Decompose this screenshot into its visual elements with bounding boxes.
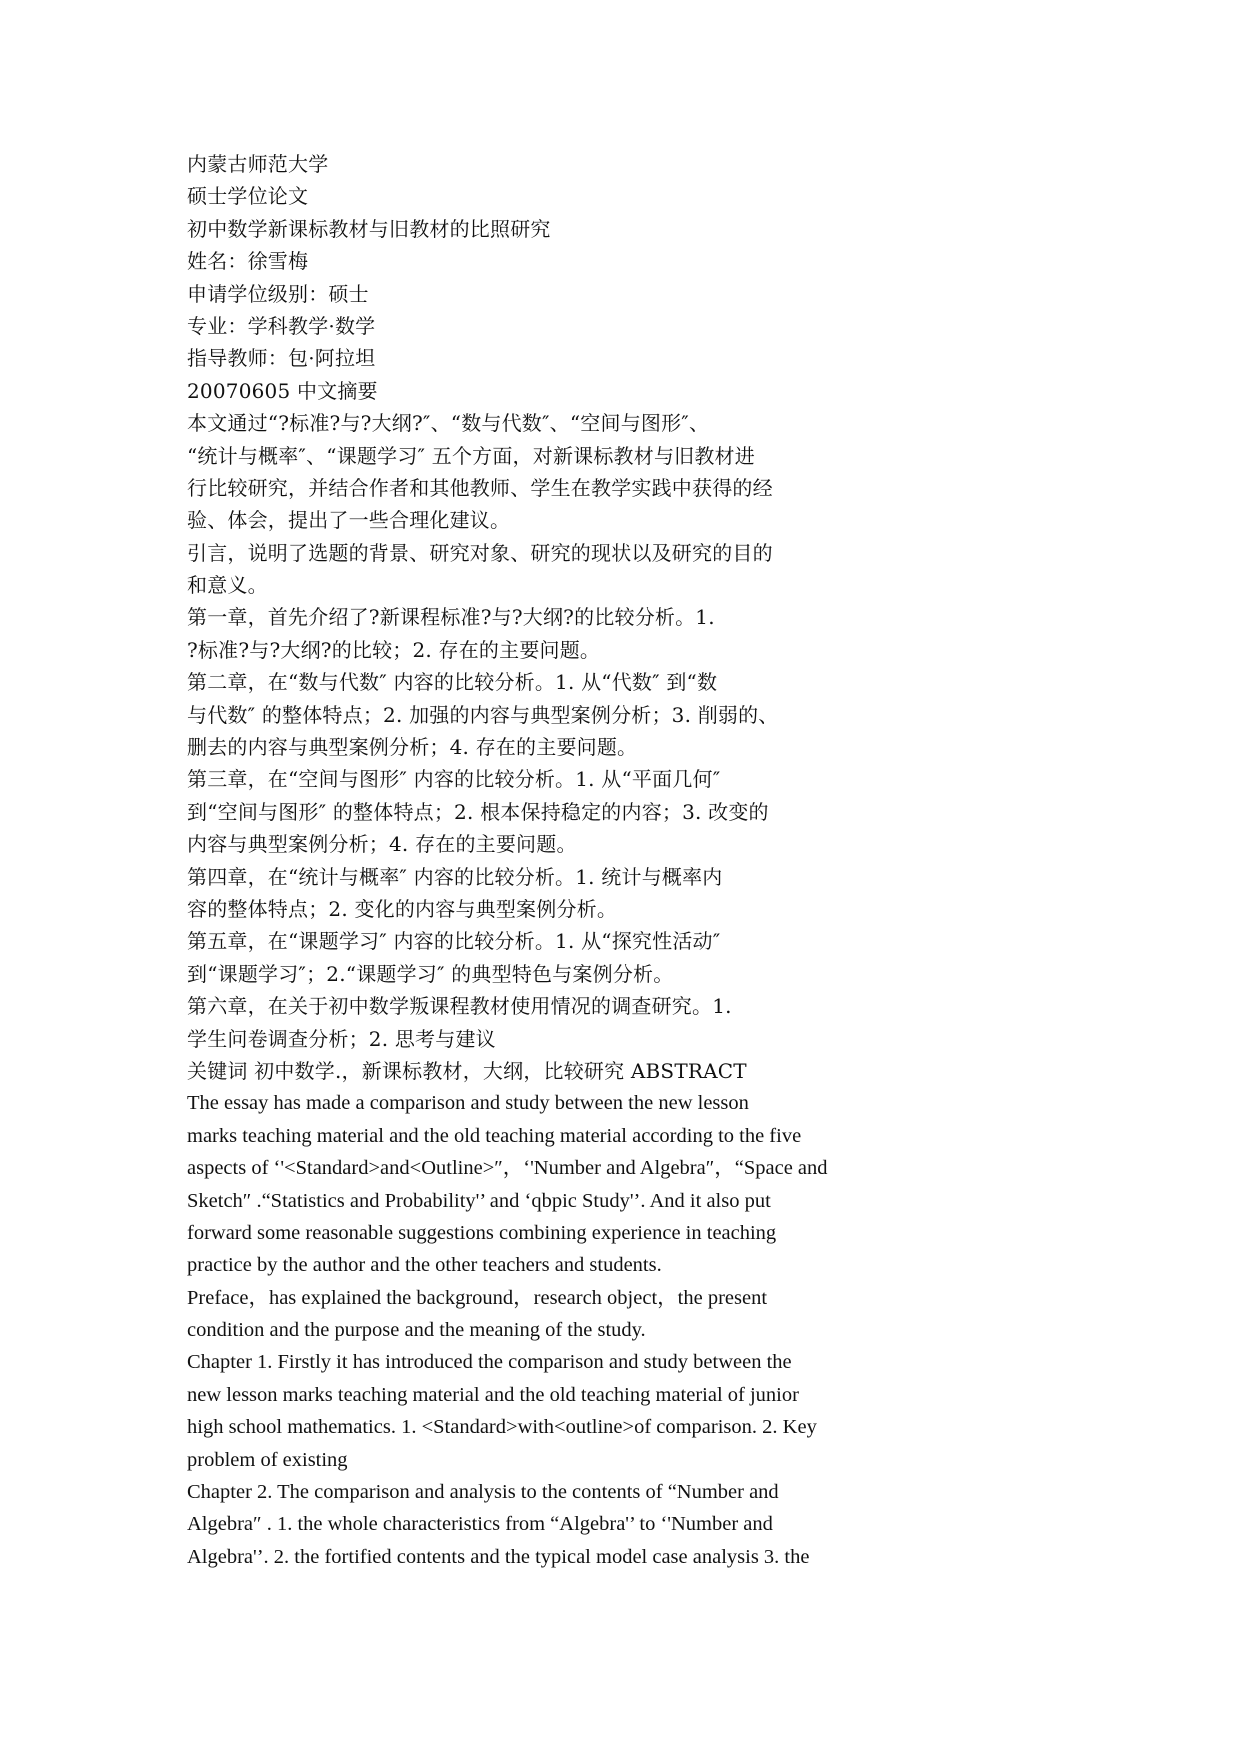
english-abstract-line: practice by the author and the other teachers and students. <box>187 1254 662 1277</box>
chinese-abstract-line: 容的整体特点；2. 变化的内容与典型案例分析。 <box>187 896 618 921</box>
date-and-abstract-heading: 20070605 中文摘要 <box>187 378 378 403</box>
chinese-abstract-line: 与代数″ 的整体特点；2. 加强的内容与典型案例分析；3. 削弱的、 <box>187 702 779 727</box>
chinese-abstract-line: 到“空间与图形″ 的整体特点；2. 根本保持稳定的内容；3. 改变的 <box>187 799 769 824</box>
chinese-abstract-line: 行比较研究，并结合作者和其他教师、学生在教学实践中获得的经 <box>187 475 773 500</box>
chinese-abstract-line: 和意义。 <box>187 573 268 598</box>
chinese-abstract-line: 第六章，在关于初中数学叛课程教材使用情况的调查研究。1. <box>187 994 732 1019</box>
english-abstract-line: forward some reasonable suggestions combining experience in teaching <box>187 1221 777 1244</box>
english-abstract-line: high school mathematics. 1. <Standard>with<outline>of comparison. 2. Key <box>187 1416 817 1439</box>
document-body <box>187 148 1187 1573</box>
chinese-abstract-line: 内容与典型案例分析；4. 存在的主要问题。 <box>187 832 577 857</box>
chinese-abstract-line: 学生问卷调查分析；2. 思考与建议 <box>187 1026 496 1051</box>
degree-type: 硕士学位论文 <box>187 184 309 209</box>
degree-level: 申请学位级别：硕士 <box>187 281 369 306</box>
chinese-abstract-line: 第三章，在“空间与图形″ 内容的比较分析。1. 从“平面几何″ <box>187 767 721 792</box>
english-abstract-line: Algebra″ . 1. the whole characteristics from “Algebra'’ to ‘'Number and <box>187 1513 773 1536</box>
thesis-title: 初中数学新课标教材与旧教材的比照研究 <box>187 216 551 241</box>
english-abstract-line: condition and the purpose and the meaning of the study. <box>187 1319 646 1342</box>
english-abstract-line: Chapter 1. Firstly it has introduced the comparison and study between the <box>187 1351 792 1374</box>
chinese-abstract-line: 第五章，在“课题学习″ 内容的比较分析。1. 从“探究性活动″ <box>187 929 721 954</box>
english-abstract-line: problem of existing <box>187 1448 348 1471</box>
chinese-abstract-line: 到“课题学习″；2.“课题学习″ 的典型特色与案例分析。 <box>187 961 674 986</box>
chinese-abstract-line: 第二章，在“数与代数″ 内容的比较分析。1. 从“代数″ 到“数 <box>187 670 718 695</box>
english-abstract-line: new lesson marks teaching material and the old teaching material of junior <box>187 1383 799 1406</box>
keywords-line: 关键词 初中数学.，新课标教材，大纲，比较研究 ABSTRACT <box>187 1058 747 1083</box>
english-abstract-line: Sketch″ .“Statistics and Probability'’ and ‘qbpic Study'’. And it also put <box>187 1189 771 1212</box>
chinese-abstract-line: “统计与概率″、“课题学习″ 五个方面，对新课标教材与旧教材进 <box>187 443 755 468</box>
english-abstract-line: Chapter 2. The comparison and analysis to the contents of “Number and <box>187 1481 779 1504</box>
chinese-abstract-line: 第一章，首先介绍了?新课程标准?与?大纲?的比较分析。1. <box>187 605 715 630</box>
english-abstract-line: marks teaching material and the old teaching material according to the five <box>187 1124 802 1147</box>
chinese-abstract-line: 第四章，在“统计与概率″ 内容的比较分析。1. 统计与概率内 <box>187 864 723 889</box>
chinese-abstract-line: 引言，说明了选题的背景、研究对象、研究的现状以及研究的目的 <box>187 540 773 565</box>
chinese-abstract-line: ?标准?与?大纲?的比较；2. 存在的主要问题。 <box>187 637 601 662</box>
university-name: 内蒙古师范大学 <box>187 152 329 176</box>
english-abstract-line: aspects of ‘'<Standard>and<Outline>″，‘'Number and Algebra″，“Space and <box>187 1157 828 1180</box>
major: 专业：学科教学·数学 <box>187 313 376 338</box>
english-abstract-line: The essay has made a comparison and study between the new lesson <box>187 1092 749 1115</box>
chinese-abstract-line: 验、体会，提出了一些合理化建议。 <box>187 508 511 533</box>
chinese-abstract-line: 删去的内容与典型案例分析；4. 存在的主要问题。 <box>187 735 638 760</box>
advisor: 指导教师：包·阿拉坦 <box>187 346 376 371</box>
chinese-abstract-line: 本文通过“?标准?与?大纲?″、“数与代数″、“空间与图形″、 <box>187 411 710 436</box>
author-name: 姓名：徐雪梅 <box>187 249 309 274</box>
english-abstract-line: Preface，has explained the background，research object，the present <box>187 1286 768 1309</box>
english-abstract-line: Algebra'’. 2. the fortified contents and the typical model case analysis 3. the <box>187 1545 810 1568</box>
